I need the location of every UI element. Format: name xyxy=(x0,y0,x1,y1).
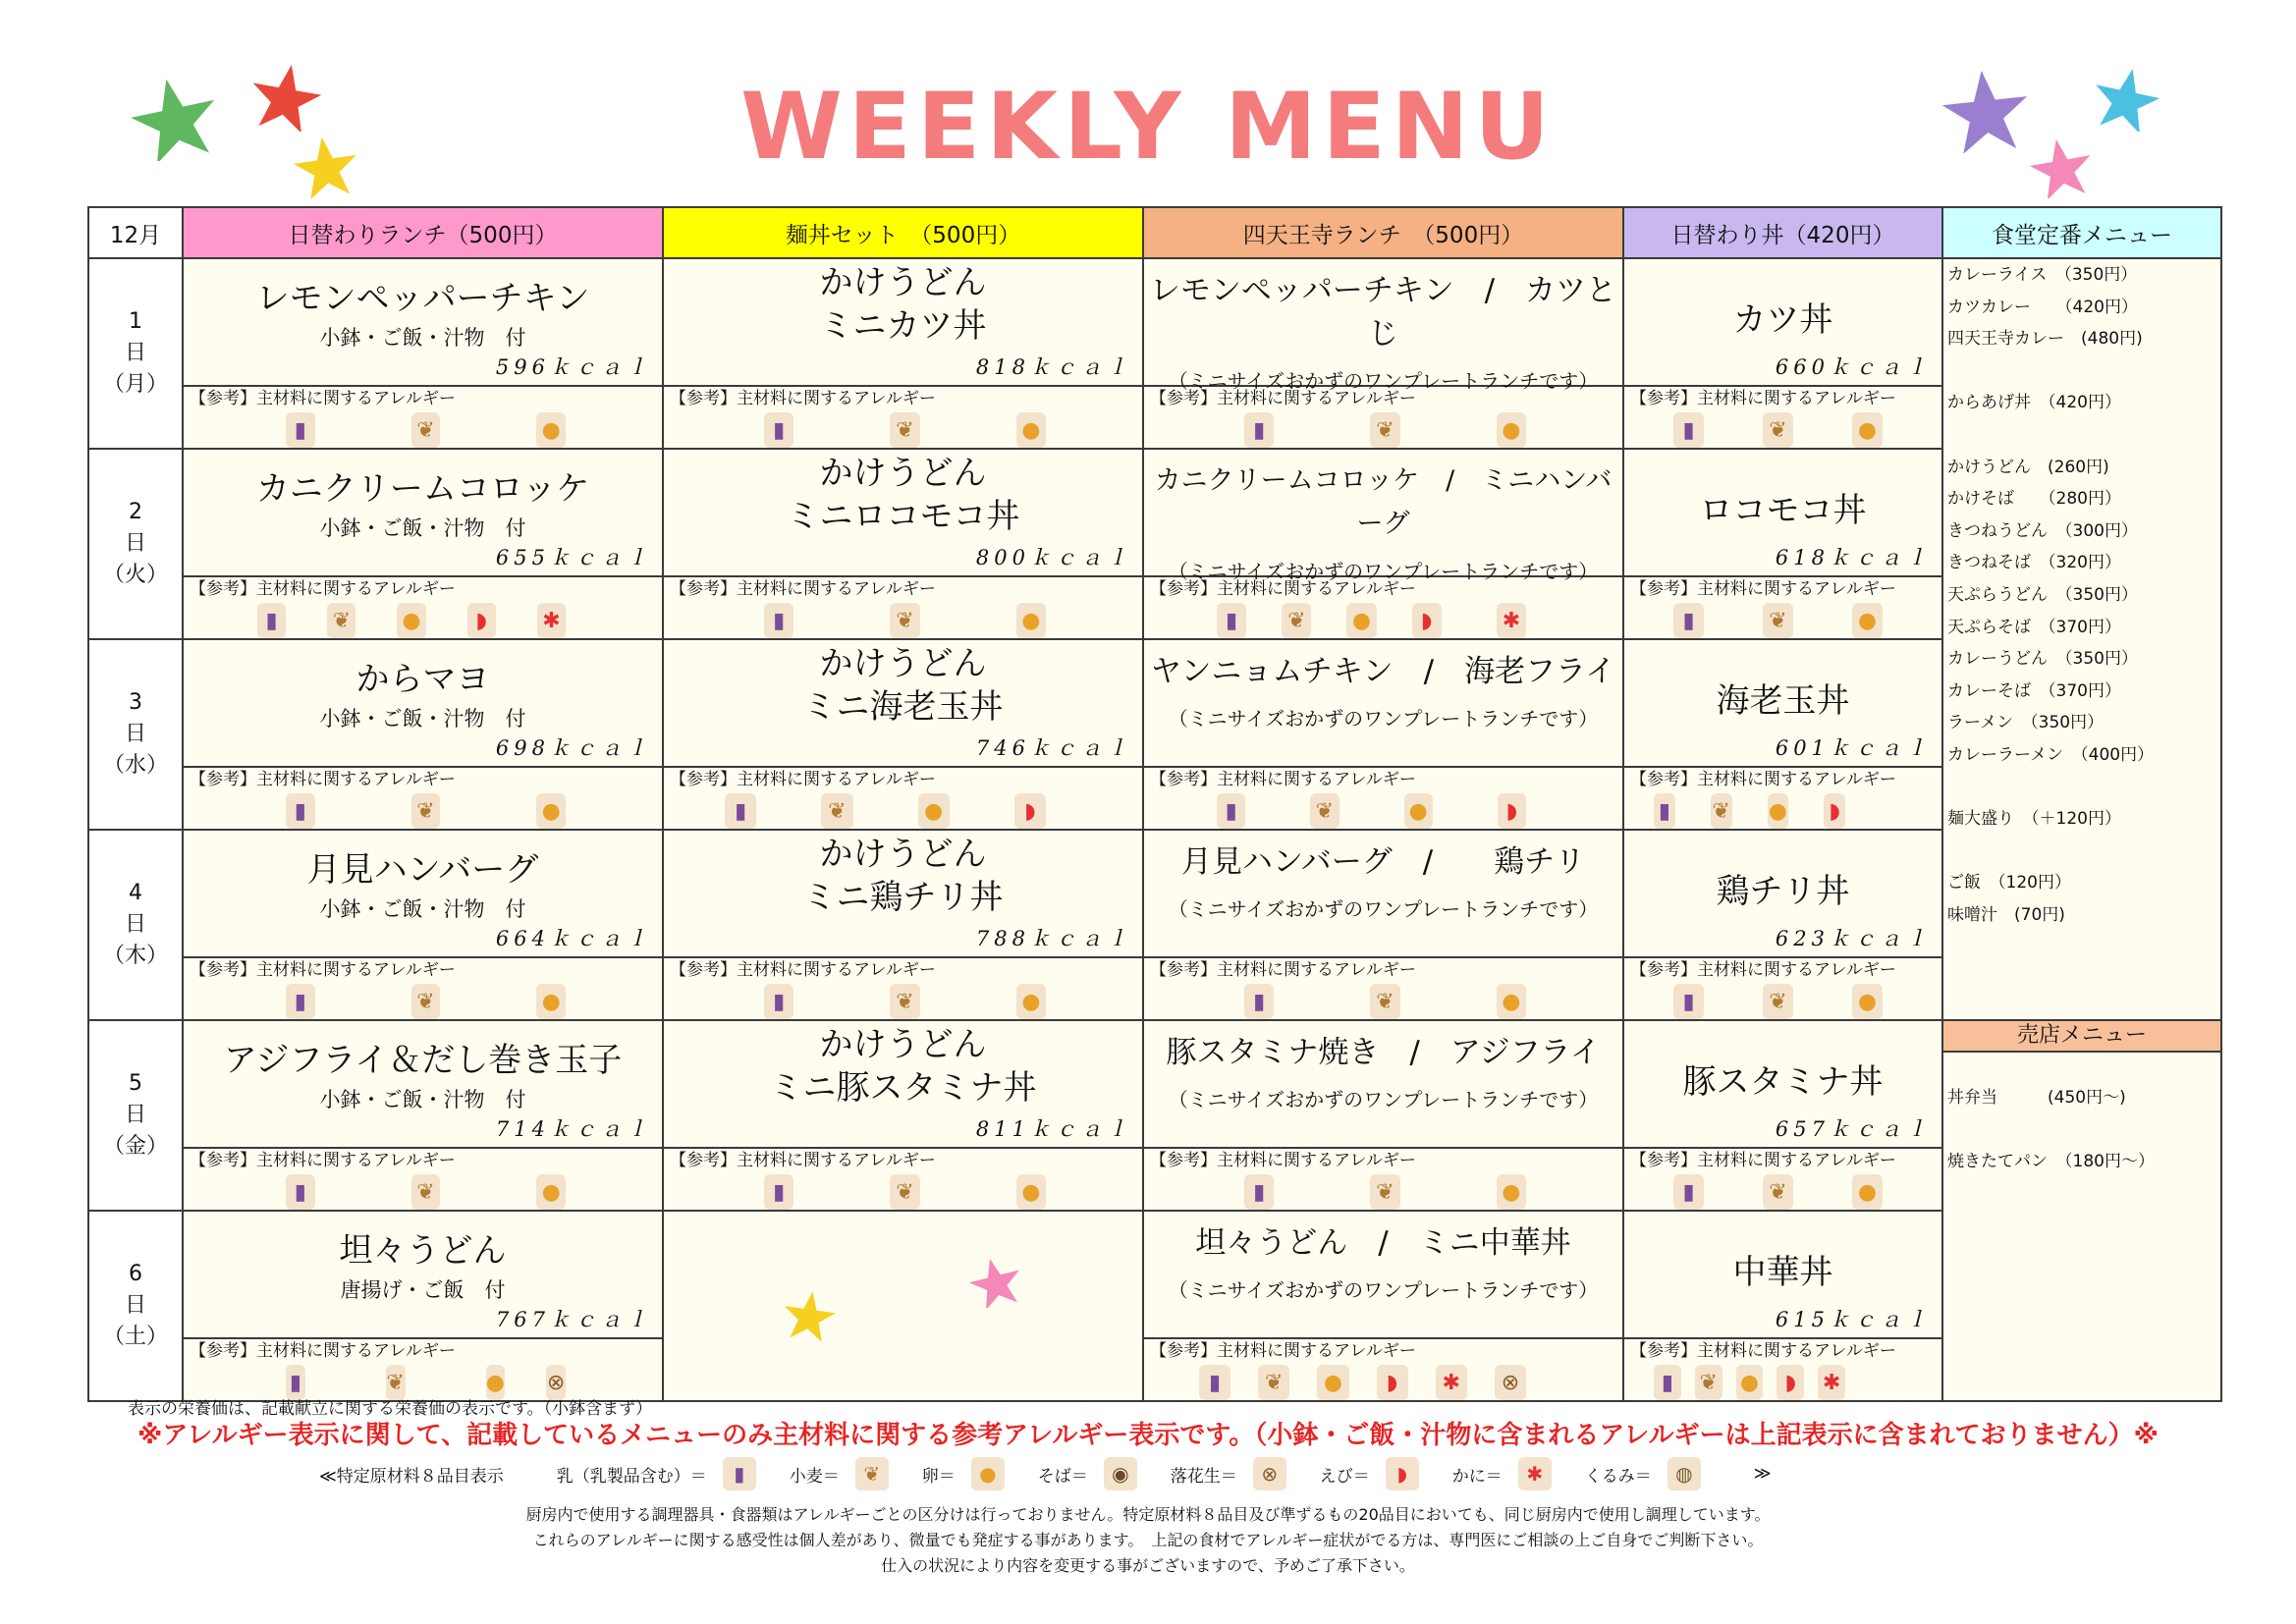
daily-bowl-header: 日替わり丼（420円） xyxy=(1623,207,1942,258)
standard-menu-header: 食堂定番メニュー xyxy=(1942,207,2221,258)
milk-icon: ▮ xyxy=(286,1365,305,1400)
noodle-set-cell: かけうどん ミニ海老玉丼 746ｋｃａｌ 【参考】主材料に関するアレルギー ▮ ❦ ● ◗ xyxy=(663,639,1143,830)
milk-icon: ▮ xyxy=(1199,1365,1230,1400)
daily-lunch-cell: 坦々うどん 唐揚げ・ご飯 付 767ｋｃａｌ 【参考】主材料に関するアレルギー ▮ ❦ ● ⊗ xyxy=(183,1211,663,1401)
walnut-icon: ◍ xyxy=(1667,1457,1701,1490)
allergen-legend: ≪特定原材料８品目表示 乳（乳製品含む）＝ ▮ 小麦＝ ❦ 卵＝ ● そば＝ ◉ 落花生＝ ⊗ えび＝ ◗ かに＝ ✱ くるみ＝ ◍ ≫ xyxy=(319,1457,1772,1490)
shrimp-icon: ◗ xyxy=(467,603,496,638)
shrimp-icon: ◗ xyxy=(1777,1365,1804,1400)
egg-icon: ● xyxy=(1346,603,1376,638)
shop-menu-header: 売店メニュー xyxy=(1943,1021,2220,1053)
nutrition-note: 表示の栄養価は、記載献立に関する栄養価の表示です。（小鉢含まず） xyxy=(128,1399,653,1419)
daily-lunch-header: 日替わりランチ（500円） xyxy=(183,207,663,258)
day-row xyxy=(88,830,2221,1020)
wheat-icon: ❦ xyxy=(1370,984,1399,1019)
day-row xyxy=(88,449,2221,639)
milk-icon: ▮ xyxy=(1244,412,1274,448)
milk-icon: ▮ xyxy=(1217,603,1246,638)
milk-icon: ▮ xyxy=(764,984,793,1019)
soba-icon: ◉ xyxy=(1104,1457,1137,1490)
egg-icon: ● xyxy=(536,1174,566,1210)
egg-icon: ● xyxy=(397,603,425,638)
egg-icon: ● xyxy=(918,793,950,829)
egg-icon: ● xyxy=(1852,1174,1883,1210)
milk-icon: ▮ xyxy=(1673,1174,1704,1210)
egg-icon: ● xyxy=(1016,412,1046,448)
daily-lunch-cell: 月見ハンバーグ 小鉢・ご飯・汁物 付 664ｋｃａｌ 【参考】主材料に関するアレルギー ▮ ❦ ● xyxy=(183,830,663,1020)
wheat-icon: ❦ xyxy=(327,603,355,638)
shitennoji-lunch-cell: レモンペッパーチキン / カツとじ （ミニサイズおかずのワンプレートランチです） 【参考】主材料に関するアレルギー ▮ ❦ ● xyxy=(1143,258,1623,449)
noodle-set-cell: かけうどん ミニ豚スタミナ丼 811ｋｃａｌ 【参考】主材料に関するアレルギー ▮ ❦ ● xyxy=(663,1020,1143,1211)
daily-bowl-cell: 鶏チリ丼 623ｋｃａｌ 【参考】主材料に関するアレルギー ▮ ❦ ● xyxy=(1623,830,1942,1020)
allergy-warning: ※アレルギー表示に関して、記載しているメニューのみ主材料に関する参考アレルギー表示です。（小鉢・ご飯・汁物に含まれるアレルギーは上記表示に含まれておりません）※ xyxy=(137,1421,2159,1450)
egg-icon: ● xyxy=(1852,412,1883,448)
footer-line-3: 仕入の状況により内容を変更する事がございますので、予めご了承下さい。 xyxy=(881,1556,1415,1575)
day-row xyxy=(88,258,2221,449)
wheat-icon: ❦ xyxy=(890,603,919,638)
peanut-icon: ⊗ xyxy=(546,1365,566,1400)
egg-icon: ● xyxy=(536,984,566,1019)
wheat-icon: ❦ xyxy=(1370,1174,1399,1210)
wheat-icon: ❦ xyxy=(411,793,441,829)
date-cell: 5 日 （金） xyxy=(88,1020,183,1211)
date-cell: 1 日 （月） xyxy=(88,258,183,449)
peanut-icon: ⊗ xyxy=(1253,1457,1286,1490)
wheat-icon: ❦ xyxy=(855,1457,889,1490)
crab-icon: ✱ xyxy=(537,603,566,638)
egg-icon: ● xyxy=(1497,412,1526,448)
weekly-menu-table xyxy=(87,206,2222,1402)
milk-icon: ▮ xyxy=(257,603,286,638)
daily-lunch-cell: アジフライ＆だし巻き玉子 小鉢・ご飯・汁物 付 714ｋｃａｌ 【参考】主材料に関するアレルギー ▮ ❦ ● xyxy=(183,1020,663,1211)
shrimp-icon: ◗ xyxy=(1824,793,1845,829)
noodle-set-cell: かけうどん ミニカツ丼 818ｋｃａｌ 【参考】主材料に関するアレルギー ▮ ❦ ● xyxy=(663,258,1143,449)
standard-menu-cell xyxy=(1942,258,2221,1020)
milk-icon: ▮ xyxy=(764,1174,793,1210)
crab-icon: ✱ xyxy=(1497,603,1526,638)
wheat-icon: ❦ xyxy=(411,1174,441,1210)
header-row xyxy=(88,207,2221,258)
crab-icon: ✱ xyxy=(1518,1457,1552,1490)
daily-bowl-cell: 豚スタミナ丼 657ｋｃａｌ 【参考】主材料に関するアレルギー ▮ ❦ ● xyxy=(1623,1020,1942,1211)
wheat-icon: ❦ xyxy=(1763,1174,1793,1210)
wheat-icon: ❦ xyxy=(890,984,919,1019)
wheat-icon: ❦ xyxy=(1370,412,1399,448)
date-cell: 3 日 （水） xyxy=(88,639,183,830)
wheat-icon: ❦ xyxy=(411,412,441,448)
egg-icon: ● xyxy=(1497,984,1526,1019)
milk-icon: ▮ xyxy=(1244,984,1274,1019)
egg-icon: ● xyxy=(1317,1365,1348,1400)
milk-icon: ▮ xyxy=(1244,1174,1274,1210)
shrimp-icon: ◗ xyxy=(1412,603,1442,638)
wheat-icon: ❦ xyxy=(1763,984,1793,1019)
milk-icon: ▮ xyxy=(1217,793,1245,829)
crab-icon: ✱ xyxy=(1818,1365,1845,1400)
egg-icon: ● xyxy=(1736,1365,1764,1400)
milk-icon: ▮ xyxy=(725,793,756,829)
shitennoji-lunch-cell: 豚スタミナ焼き / アジフライ （ミニサイズおかずのワンプレートランチです） 【参考】主材料に関するアレルギー ▮ ❦ ● xyxy=(1143,1020,1623,1211)
noodle-set-cell: かけうどん ミニロコモコ丼 800ｋｃａｌ 【参考】主材料に関するアレルギー ▮ ❦ ● xyxy=(663,449,1143,639)
wheat-icon: ❦ xyxy=(1258,1365,1289,1400)
milk-icon: ▮ xyxy=(723,1457,756,1490)
page-title: WEEKLY MENU xyxy=(740,74,1556,181)
star-yellow-icon xyxy=(782,1290,837,1341)
wheat-icon: ❦ xyxy=(821,793,852,829)
egg-icon: ● xyxy=(1768,793,1789,829)
footer-line-1: 厨房内で使用する調理器具・食器類はアレルギーごとの区分けは行っておりません。特定原材料８品目及び準ずるもの20品目においても、同じ厨房内で使用し調理しています。 xyxy=(525,1505,1771,1524)
daily-lunch-cell: レモンペッパーチキン 小鉢・ご飯・汁物 付 596ｋｃａｌ 【参考】主材料に関するアレルギー ▮ ❦ ● xyxy=(183,258,663,449)
milk-icon: ▮ xyxy=(764,412,793,448)
egg-icon: ● xyxy=(1016,984,1046,1019)
wheat-icon: ❦ xyxy=(1763,412,1793,448)
milk-icon: ▮ xyxy=(1654,793,1675,829)
daily-lunch-cell: カニクリームコロッケ 小鉢・ご飯・汁物 付 655ｋｃａｌ 【参考】主材料に関するアレルギー ▮ ❦ ● ◗ ✱ xyxy=(183,449,663,639)
egg-icon: ● xyxy=(971,1457,1005,1490)
day-row xyxy=(88,1211,2221,1401)
day-row xyxy=(88,639,2221,830)
milk-icon: ▮ xyxy=(286,793,315,829)
shrimp-icon: ◗ xyxy=(1386,1457,1419,1490)
egg-icon: ● xyxy=(1016,603,1046,638)
shop-menu-list: 丼弁当 (450円～) 焼きたてパン （180円～） xyxy=(1947,1088,2155,1172)
crab-icon: ✱ xyxy=(1436,1365,1467,1400)
milk-icon: ▮ xyxy=(286,1174,315,1210)
milk-icon: ▮ xyxy=(764,603,793,638)
wheat-icon: ❦ xyxy=(1711,793,1732,829)
milk-icon: ▮ xyxy=(1654,1365,1681,1400)
noodle-set-header: 麺丼セット （500円） xyxy=(663,207,1143,258)
egg-icon: ● xyxy=(536,793,566,829)
month-header: 12月 xyxy=(88,207,183,258)
daily-bowl-cell: カツ丼 660ｋｃａｌ 【参考】主材料に関するアレルギー ▮ ❦ ● xyxy=(1623,258,1942,449)
shitennoji-lunch-cell: 坦々うどん / ミニ中華丼 （ミニサイズおかずのワンプレートランチです） 【参考】主材料に関するアレルギー ▮ ❦ ● ◗ ✱ ⊗ xyxy=(1143,1211,1623,1401)
egg-icon: ● xyxy=(1852,984,1883,1019)
milk-icon: ▮ xyxy=(1673,984,1704,1019)
wheat-icon: ❦ xyxy=(890,412,919,448)
shrimp-icon: ◗ xyxy=(1377,1365,1408,1400)
shitennoji-lunch-cell: ヤンニョムチキン / 海老フライ （ミニサイズおかずのワンプレートランチです） 【参考】主材料に関するアレルギー ▮ ❦ ● ◗ xyxy=(1143,639,1623,830)
shitennoji-lunch-cell: 月見ハンバーグ / 鶏チリ （ミニサイズおかずのワンプレートランチです） 【参考】主材料に関するアレルギー ▮ ❦ ● xyxy=(1143,830,1623,1020)
egg-icon: ● xyxy=(1497,1174,1526,1210)
day-row xyxy=(88,1020,2221,1211)
peanut-icon: ⊗ xyxy=(1495,1365,1526,1400)
footer-line-2: これらのアレルギーに関する感受性は個人差があり、微量でも発症する事があります。 上記の食材でアレルギー症状がでる方は、専門医にご相談の上ご自身でご判断下さい。 xyxy=(532,1531,1764,1549)
date-cell: 6 日 （土） xyxy=(88,1211,183,1401)
milk-icon: ▮ xyxy=(286,984,315,1019)
egg-icon: ● xyxy=(1404,793,1433,829)
shitennoji-lunch-cell: カニクリームコロッケ / ミニハンバーグ （ミニサイズおかずのワンプレートランチです） 【参考】主材料に関するアレルギー ▮ ❦ ● ◗ ✱ xyxy=(1143,449,1623,639)
daily-lunch-cell: からマヨ 小鉢・ご飯・汁物 付 698ｋｃａｌ 【参考】主材料に関するアレルギー ▮ ❦ ● xyxy=(183,639,663,830)
date-cell: 2 日 （火） xyxy=(88,449,183,639)
daily-bowl-cell: 中華丼 615ｋｃａｌ 【参考】主材料に関するアレルギー ▮ ❦ ● ◗ ✱ xyxy=(1623,1211,1942,1401)
legend-title: ≪特定原材料８品目表示 xyxy=(319,1466,504,1487)
shrimp-icon: ◗ xyxy=(1014,793,1046,829)
wheat-icon: ❦ xyxy=(1763,603,1793,638)
shop-menu-cell xyxy=(1942,1020,2221,1401)
egg-icon: ● xyxy=(536,412,566,448)
noodle-set-cell xyxy=(663,1211,1143,1401)
shitennoji-lunch-header: 四天王寺ランチ （500円） xyxy=(1143,207,1623,258)
wheat-icon: ❦ xyxy=(890,1174,919,1210)
date-cell: 4 日 （木） xyxy=(88,830,183,1020)
standard-menu-list: カレーライス （350円） カツカレー （420円） 四天王寺カレー (480円) からあげ丼 （420円） かけうどん (260円) かけそば （280円） きつねうどん （300円） きつねそば （320円） 天ぷらうどん （350円） 天ぷらそば （370円） カレーうどん （350円） カレーそば （370円） ラーメン （350円） カレーラーメン （400円） 麺大盛り （＋120円） ご飯 （120円） 味噌汁 (70円) xyxy=(1947,265,2155,925)
milk-icon: ▮ xyxy=(1673,412,1704,448)
wheat-icon: ❦ xyxy=(1282,603,1311,638)
egg-icon: ● xyxy=(486,1365,506,1400)
shrimp-icon: ◗ xyxy=(1498,793,1526,829)
daily-bowl-cell: ロコモコ丼 618ｋｃａｌ 【参考】主材料に関するアレルギー ▮ ❦ ● xyxy=(1623,449,1942,639)
egg-icon: ● xyxy=(1852,603,1883,638)
egg-icon: ● xyxy=(1016,1174,1046,1210)
star-pink-icon xyxy=(968,1257,1023,1308)
wheat-icon: ❦ xyxy=(1310,793,1339,829)
milk-icon: ▮ xyxy=(1673,603,1704,638)
wheat-icon: ❦ xyxy=(1695,1365,1722,1400)
wheat-icon: ❦ xyxy=(411,984,441,1019)
noodle-set-cell: かけうどん ミニ鶏チリ丼 788ｋｃａｌ 【参考】主材料に関するアレルギー ▮ ❦ ● xyxy=(663,830,1143,1020)
milk-icon: ▮ xyxy=(286,412,315,448)
wheat-icon: ❦ xyxy=(386,1365,406,1400)
daily-bowl-cell: 海老玉丼 601ｋｃａｌ 【参考】主材料に関するアレルギー ▮ ❦ ● ◗ xyxy=(1623,639,1942,830)
